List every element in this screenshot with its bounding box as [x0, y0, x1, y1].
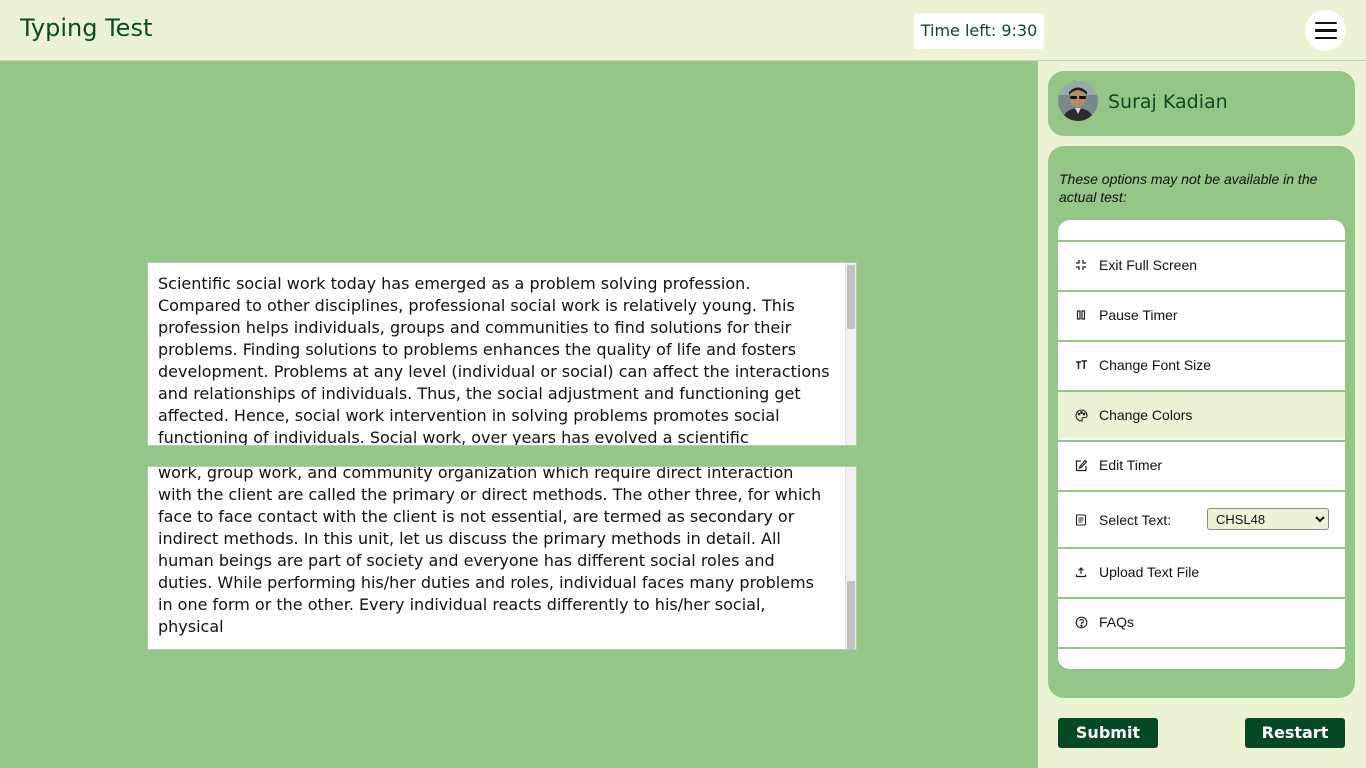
- help-icon: [1073, 614, 1089, 630]
- passage-text: Scientific social work today has emerged as a problem solving profession. Compared to other disciplines, professional social work is relatively young. This profession helps individuals, groups and communities to find solutions for their problems. Finding solutions to problems enhances the quality of life and fosters development. Problems at any level (individual or social) can affect the interactions and relationships of individuals. Thus, the social adjustment and functioning get affected. Hence, social work intervention in solving problems promotes social functioning of individuals. Social work, over years has evolved a scientific: [158, 274, 830, 446]
- change-colors-option[interactable]: [1058, 390, 1345, 438]
- typing-input[interactable]: [147, 466, 857, 650]
- option-label: Upload Text File: [1099, 564, 1200, 580]
- options-notice: These options may not be available in the actual test:: [1059, 171, 1318, 205]
- select-text-option: [1058, 490, 1345, 547]
- typed-text: work, group work, and community organization which require direct interaction with the client are called the primary or direct methods. The other three, for which face to face contact with the client is not essential, are termed as secondary or indirect methods. In this unit, let us discuss the primary methods in detail. All human beings are part of society and everyone has different social roles and duties. While performing his/her duties and roles, individual faces many problems in one form or the other. Every individual reacts differently to his/her social, physical: [158, 466, 822, 636]
- upload-icon: [1073, 564, 1089, 580]
- change-font-size-option[interactable]: [1058, 340, 1345, 388]
- option-label: Change Colors: [1099, 407, 1193, 423]
- app-title: Typing Test: [20, 14, 153, 42]
- edit-icon: [1073, 457, 1089, 473]
- option-label: Select Text:: [1099, 511, 1172, 528]
- menu-button[interactable]: [1305, 10, 1346, 51]
- option-label: Edit Timer: [1099, 457, 1163, 473]
- exit-full-screen-option[interactable]: [1058, 240, 1345, 288]
- document-icon: [1073, 512, 1089, 528]
- hamburger-icon: [1315, 22, 1337, 25]
- palette-icon: [1073, 407, 1089, 423]
- options-panel: [1048, 146, 1355, 698]
- faqs-option[interactable]: [1058, 597, 1345, 645]
- pause-timer-option[interactable]: [1058, 290, 1345, 338]
- passage-scrollbar[interactable]: [845, 263, 856, 445]
- edit-timer-option[interactable]: [1058, 440, 1345, 488]
- option-label: Change Font Size: [1099, 357, 1212, 373]
- upload-text-file-option[interactable]: [1058, 547, 1345, 595]
- timer-display: Time left: 9:30: [914, 13, 1044, 49]
- top-bar: [0, 0, 1366, 61]
- submit-button[interactable]: Submit: [1058, 718, 1158, 748]
- user-name: Suraj Kadian: [1108, 91, 1228, 113]
- sidebar: [1038, 61, 1366, 768]
- pause-icon: [1073, 307, 1089, 323]
- passage-display[interactable]: [147, 262, 857, 446]
- avatar: [1058, 81, 1098, 121]
- font-size-icon: [1073, 357, 1089, 373]
- option-label: Pause Timer: [1099, 307, 1178, 323]
- option-label: Exit Full Screen: [1099, 257, 1198, 273]
- typing-scrollbar[interactable]: [845, 467, 856, 649]
- option-label: FAQs: [1099, 614, 1135, 630]
- restart-button[interactable]: Restart: [1245, 718, 1345, 748]
- user-profile: [1048, 71, 1355, 136]
- exit-fullscreen-icon: [1073, 257, 1089, 273]
- text-select-dropdown[interactable]: [1207, 508, 1329, 530]
- options-list: [1058, 220, 1345, 669]
- typing-scroll-thumb[interactable]: [847, 581, 855, 649]
- passage-scroll-thumb[interactable]: [847, 265, 855, 329]
